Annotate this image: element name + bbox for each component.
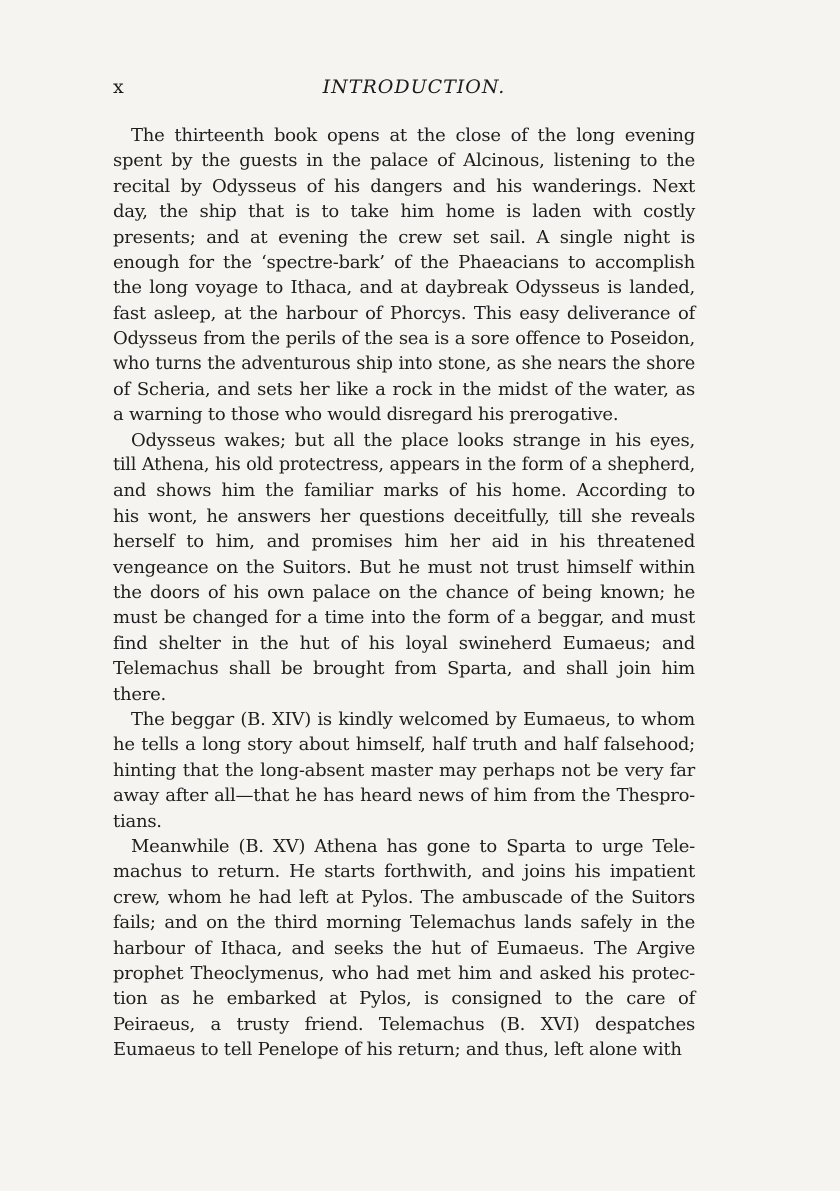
- page-number: x: [113, 76, 125, 98]
- page-header: [113, 76, 693, 102]
- text-line: vengeance on the Suitors. But he must not trust himself within: [113, 556, 695, 578]
- running-head-title: INTRODUCTION.: [322, 76, 506, 98]
- text-line: who turns the adventurous ship into stone, as she nears the shore: [113, 353, 695, 374]
- text-line: away after all—that he has heard news of him from the Thespro-: [113, 785, 695, 807]
- text-line: herself to him, and promises him her aid in his threatened: [113, 531, 695, 553]
- paragraph: [113, 707, 695, 834]
- paragraph: [113, 123, 695, 428]
- text-line: harbour of Ithaca, and seeks the hut of Eumaeus. The Argive: [113, 937, 695, 959]
- text-line: there.: [113, 683, 166, 705]
- text-line: Eumaeus to tell Penelope of his return; and thus, left alone with: [113, 1039, 682, 1061]
- text-line: tians.: [113, 810, 162, 832]
- text-line: of Scheria, and sets her like a rock in the midst of the water, as: [113, 378, 695, 400]
- text-line: Odysseus from the perils of the sea is a sore offence to Poseidon,: [113, 328, 695, 350]
- text-line: enough for the ‘spectre-bark’ of the Phaeacians to accomplish: [113, 251, 695, 273]
- text-line: Odysseus wakes; but all the place looks strange in his eyes,: [131, 429, 695, 451]
- text-line: The thirteenth book opens at the close of the long evening: [131, 125, 695, 146]
- text-line: fails; and on the third morning Telemachus lands safely in the: [113, 912, 695, 934]
- text-line: must be changed for a time into the form of a beggar, and must: [113, 607, 695, 629]
- text-line: prophet Theoclymenus, who had met him and asked his protec-: [113, 962, 695, 984]
- text-line: crew, whom he had left at Pylos. The ambuscade of the Suitors: [113, 886, 695, 908]
- text-line: his wont, he answers her questions deceitfully, till she reveals: [113, 505, 695, 527]
- paragraph: [113, 428, 695, 707]
- body-text: [113, 123, 695, 1062]
- text-line: till Athena, his old protectress, appears in the form of a shepherd,: [113, 455, 695, 476]
- text-line: The beggar (B. XIV) is kindly welcomed by Eumaeus, to whom: [131, 708, 695, 730]
- text-line: hinting that the long-absent master may perhaps not be very far: [113, 759, 695, 781]
- text-line: and shows him the familiar marks of his home. According to: [113, 480, 695, 502]
- text-line: a warning to those who would disregard his prerogative.: [113, 404, 619, 426]
- text-line: the doors of his own palace on the chance of being known; he: [113, 582, 695, 604]
- text-line: machus to return. He starts forthwith, and joins his impatient: [113, 861, 695, 883]
- text-line: Telemachus shall be brought from Sparta, and shall join him: [113, 658, 695, 680]
- text-line: find shelter in the hut of his loyal swineherd Eumaeus; and: [113, 632, 695, 654]
- paragraph: [113, 834, 695, 1063]
- text-line: tion as he embarked at Pylos, is consigned to the care of: [113, 988, 695, 1010]
- text-line: spent by the guests in the palace of Alcinous, listening to the: [113, 150, 695, 172]
- text-line: fast asleep, at the harbour of Phorcys. This easy deliverance of: [113, 302, 695, 324]
- text-line: day, the ship that is to take him home is laden with costly: [113, 201, 695, 223]
- text-line: recital by Odysseus of his dangers and his wanderings. Next: [113, 175, 695, 197]
- text-line: Peiraeus, a trusty friend. Telemachus (B. XVI) despatches: [113, 1013, 695, 1035]
- text-line: Meanwhile (B. XV) Athena has gone to Sparta to urge Tele-: [131, 835, 695, 857]
- text-line: the long voyage to Ithaca, and at daybreak Odysseus is landed,: [113, 277, 695, 299]
- text-line: he tells a long story about himself, half truth and half falsehood;: [113, 734, 695, 756]
- text-line: presents; and at evening the crew set sail. A single night is: [113, 226, 695, 248]
